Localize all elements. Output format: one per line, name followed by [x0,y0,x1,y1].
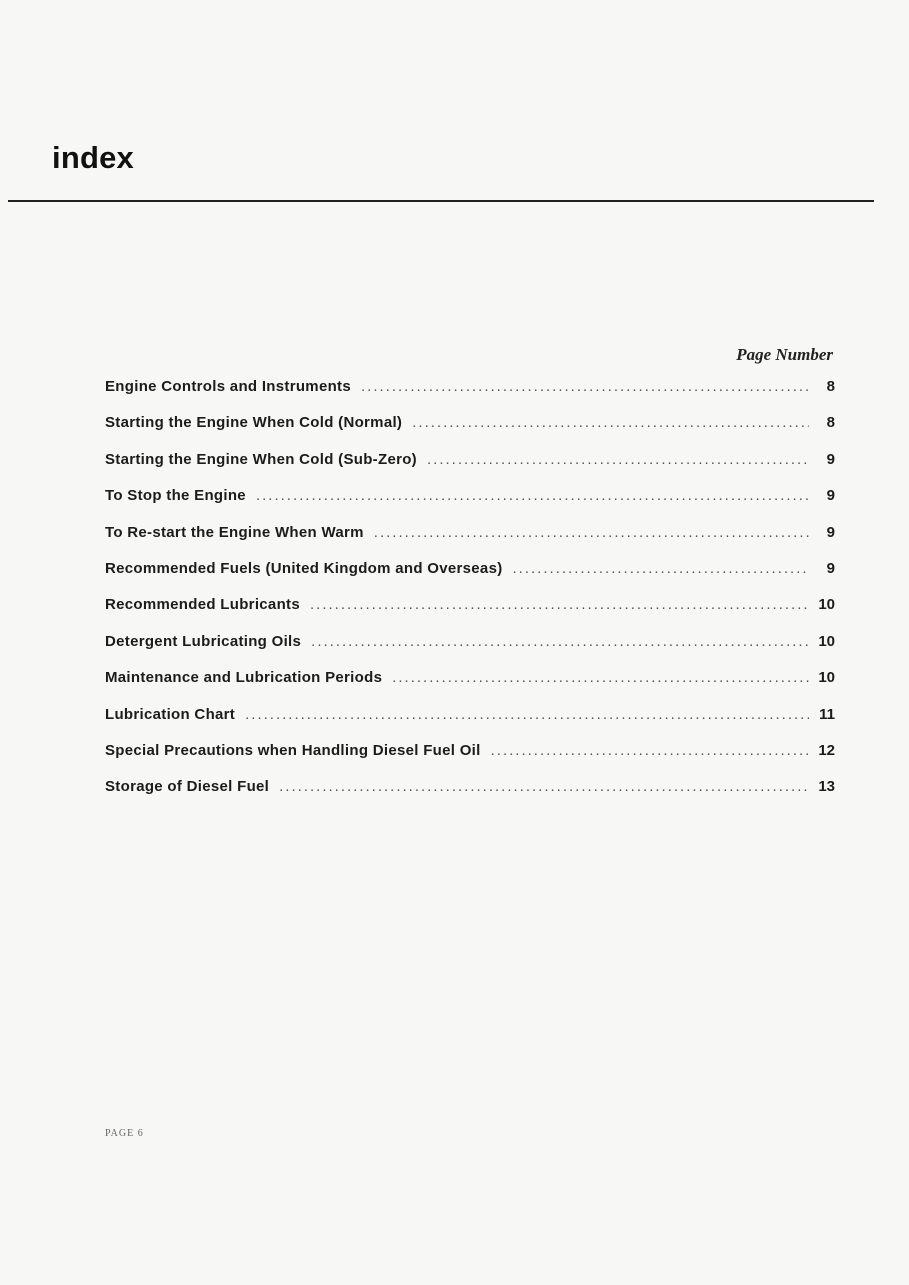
toc-entry[interactable] [105,378,835,414]
toc-entry-page: 8 [826,378,835,395]
toc-entry-page: 9 [826,559,835,577]
page-number-column-header: Page Number [736,345,833,364]
toc-entry[interactable] [105,778,835,814]
dot-leader [311,633,809,650]
dot-leader [392,669,809,686]
toc-entry-label: Special Precautions when Handling Diesel Fuel Oil [105,741,481,759]
dot-leader [491,742,809,759]
toc-entry-page: 12 [818,741,835,759]
toc-entry[interactable] [105,633,835,669]
toc-entry[interactable] [105,669,835,705]
toc-entry-label: Starting the Engine When Cold (Sub-Zero) [105,450,417,468]
toc-entry-label: Engine Controls and Instruments [105,378,351,395]
toc-entry[interactable] [105,596,835,632]
dot-leader [513,560,809,577]
toc-entry-label: Lubrication Chart [105,705,236,723]
toc-entry-page: 13 [818,778,835,796]
toc-entry[interactable] [105,487,835,523]
toc-entry-page: 8 [826,414,835,432]
toc-entry-label: Recommended Lubricants [105,596,300,614]
dot-leader [245,706,809,723]
toc-entry-label: Detergent Lubricating Oils [105,632,302,650]
dot-leader [412,414,809,431]
dot-leader [361,378,809,395]
toc-entry-label: Storage of Diesel Fuel [105,778,270,796]
toc-entry-page: 10 [818,596,835,614]
toc-entry-label: Starting the Engine When Cold (Normal) [105,414,403,432]
toc-entry-page: 9 [826,523,835,541]
dot-leader [256,487,809,504]
toc-entry[interactable] [105,560,835,596]
dot-leader [427,451,809,468]
toc-entry-page: 9 [826,487,835,505]
title-divider [8,200,874,202]
dot-leader [310,596,809,613]
toc-entry-page: 9 [826,450,835,468]
table-of-contents [105,378,835,815]
page-footer: PAGE 6 [105,1128,144,1139]
toc-entry-label: Maintenance and Lubrication Periods [105,669,383,687]
dot-leader [279,778,809,795]
toc-entry-label: To Stop the Engine [105,487,246,505]
toc-entry[interactable] [105,451,835,487]
toc-entry-page: 10 [818,669,835,687]
toc-entry-label: To Re-start the Engine When Warm [105,523,364,541]
toc-entry-label: Recommended Fuels (United Kingdom and Overseas) [105,559,503,577]
toc-entry-page: 10 [818,632,835,650]
toc-entry[interactable] [105,524,835,560]
toc-entry[interactable] [105,706,835,742]
dot-leader [374,524,809,541]
toc-entry-page: 11 [819,705,835,723]
page-title: index [52,140,134,175]
toc-entry[interactable] [105,414,835,450]
toc-entry[interactable] [105,742,835,778]
